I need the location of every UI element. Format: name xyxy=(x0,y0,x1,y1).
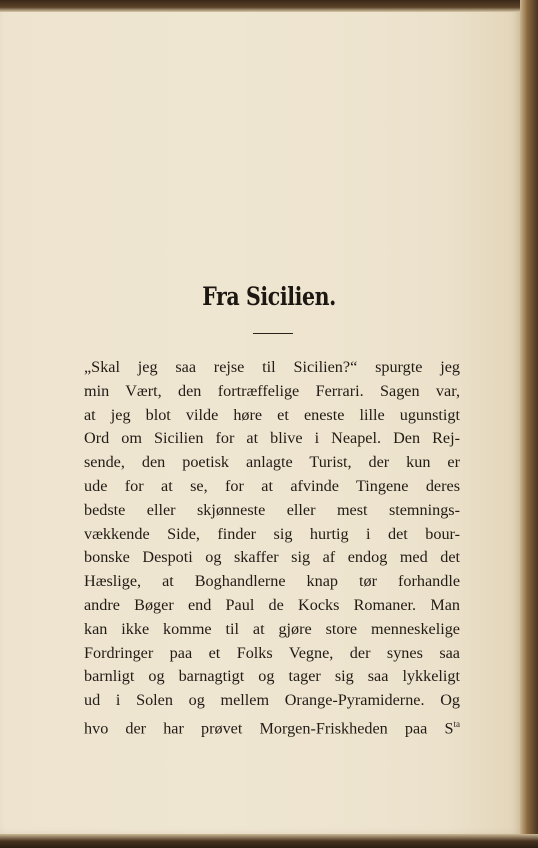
text-line: Hæslige, at Boghandlerne knap tør forhandle xyxy=(84,572,460,591)
text-line: barnligt og barnagtigt og tager sig saa lykkeligt xyxy=(84,667,460,686)
text-line: at jeg blot vilde høre et eneste lille ugunstigt xyxy=(84,405,460,424)
text-line: andre Bøger end Paul de Kocks Romaner. Man xyxy=(84,595,460,614)
text-line: kan ikke komme til at gjøre store menneskelige xyxy=(84,619,460,638)
title-divider xyxy=(253,333,293,334)
book-top-edge xyxy=(0,0,538,12)
chapter-title: Fra Sicilien. xyxy=(202,282,336,311)
text-line: Fordringer paa et Folks Vegne, der synes saa xyxy=(84,643,460,662)
text-line: ude for at se, for at afvinde Tingene deres xyxy=(84,476,460,495)
book-bottom-edge xyxy=(0,834,538,848)
text-line: „Skal jeg saa rejse til Sicilien?“ spurgte jeg xyxy=(84,358,460,376)
text-line: Ord om Sicilien for at blive i Neapel. Den Rej- xyxy=(84,429,460,448)
text-line: ud i Solen og mellem Orange-Pyramiderne. Og xyxy=(84,691,460,710)
text-line-last-body: hvo der har prøvet Morgen-Friskheden paa S xyxy=(84,719,454,738)
text-line: vækkende Side, finder sig hurtig i det bour- xyxy=(84,524,460,543)
text-line: bedste eller skjønneste eller mest stemnings- xyxy=(84,500,460,519)
text-line: min Vært, den fortræffelige Ferrari. Sagen var, xyxy=(84,381,460,400)
superscript: ta xyxy=(453,718,460,729)
body-text xyxy=(84,356,460,741)
text-line: sende, den poetisk anlagte Turist, der kun er xyxy=(84,453,460,472)
text-line: bonske Despoti og skaffer sig af endog med det xyxy=(84,548,460,567)
text-line-last xyxy=(84,713,460,741)
book-spine-edge xyxy=(520,0,538,848)
